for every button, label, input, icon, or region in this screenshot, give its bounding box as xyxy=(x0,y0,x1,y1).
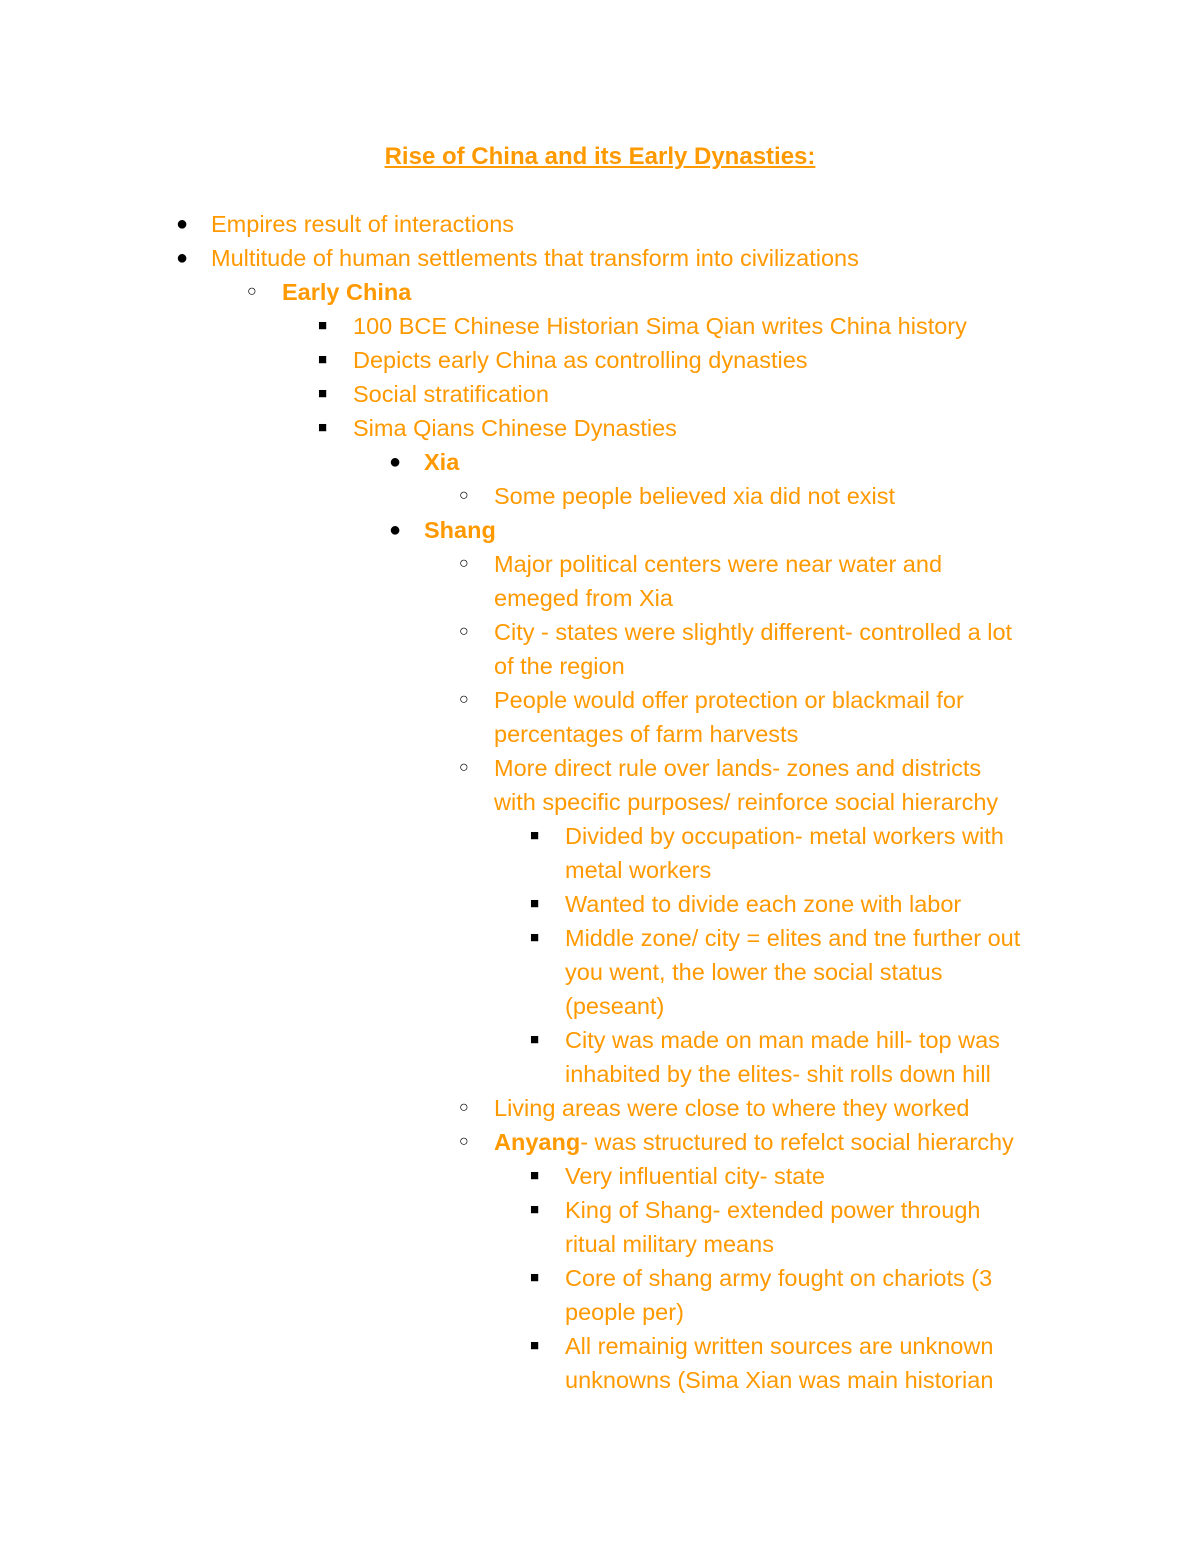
outline-line xyxy=(0,513,1200,547)
circle-bullet-icon: ○ xyxy=(459,1133,469,1150)
outline-line xyxy=(0,411,1200,445)
outline-line xyxy=(0,955,1200,989)
outline-text: Major political centers were near water and xyxy=(494,551,943,577)
outline-line xyxy=(0,717,1200,751)
outline-line xyxy=(0,479,1200,513)
outline-text: Xia xyxy=(424,449,460,475)
outline-line xyxy=(0,1227,1200,1261)
square-bullet-icon: ■ xyxy=(530,1201,540,1218)
outline-line xyxy=(0,1057,1200,1091)
square-bullet-icon: ■ xyxy=(530,895,540,912)
outline-line xyxy=(0,1023,1200,1057)
outline-line xyxy=(0,1159,1200,1193)
outline-line xyxy=(0,309,1200,343)
outline-line xyxy=(0,1295,1200,1329)
outline-text: of the region xyxy=(494,653,625,679)
outline-line xyxy=(0,547,1200,581)
circle-bullet-icon: ○ xyxy=(459,555,469,572)
outline-text: Core of shang army fought on chariots (3 xyxy=(565,1265,993,1291)
disc-bullet-icon: ● xyxy=(176,213,189,235)
outline-line xyxy=(0,343,1200,377)
outline-text-rest: - was structured to refelct social hierarchy xyxy=(580,1129,1014,1155)
outline-line xyxy=(0,853,1200,887)
square-bullet-icon: ■ xyxy=(530,929,540,946)
circle-bullet-icon: ○ xyxy=(459,1099,469,1116)
outline-text: metal workers xyxy=(565,857,712,883)
outline-line xyxy=(0,1125,1200,1159)
disc-bullet-icon: ● xyxy=(389,519,402,541)
outline-line xyxy=(0,581,1200,615)
disc-bullet-icon: ● xyxy=(389,451,402,473)
outline-line xyxy=(0,275,1200,309)
outline-text: Early China xyxy=(282,279,412,305)
outline-text: inhabited by the elites- shit rolls down hill xyxy=(565,1061,991,1087)
outline-text: Shang xyxy=(424,517,496,543)
outline-text: Divided by occupation- metal workers with xyxy=(565,823,1004,849)
outline-text: Empires result of interactions xyxy=(211,211,515,237)
outline-line xyxy=(0,751,1200,785)
square-bullet-icon: ■ xyxy=(318,317,328,334)
outline-text: People would offer protection or blackmail for xyxy=(494,687,964,713)
notes-outline xyxy=(0,207,1200,1397)
outline-text: Middle zone/ city = elites and tne further out xyxy=(565,925,1021,951)
outline-text: City was made on man made hill- top was xyxy=(565,1027,1000,1053)
outline-text: unknowns (Sima Xian was main historian xyxy=(565,1367,994,1393)
outline-text: Multitude of human settlements that transform into civilizations xyxy=(211,245,859,271)
outline-line xyxy=(0,1329,1200,1363)
outline-line xyxy=(0,819,1200,853)
square-bullet-icon: ■ xyxy=(530,1337,540,1354)
outline-text: Social stratification xyxy=(353,381,549,407)
circle-bullet-icon: ○ xyxy=(247,283,257,300)
outline-text: emeged from Xia xyxy=(494,585,673,611)
outline-text: percentages of farm harvests xyxy=(494,721,799,747)
outline-text: 100 BCE Chinese Historian Sima Qian writes China history xyxy=(353,313,967,339)
disc-bullet-icon: ● xyxy=(176,247,189,269)
outline-line xyxy=(0,377,1200,411)
outline-text xyxy=(494,1125,1014,1159)
square-bullet-icon: ■ xyxy=(318,419,328,436)
outline-line xyxy=(0,649,1200,683)
outline-text: Sima Qians Chinese Dynasties xyxy=(353,415,677,441)
outline-text: All remainig written sources are unknown xyxy=(565,1333,994,1359)
outline-line xyxy=(0,989,1200,1023)
document-title: Rise of China and its Early Dynasties: xyxy=(384,143,816,170)
outline-line xyxy=(0,1091,1200,1125)
outline-line xyxy=(0,445,1200,479)
outline-text: people per) xyxy=(565,1299,684,1325)
outline-text: King of Shang- extended power through xyxy=(565,1197,981,1223)
square-bullet-icon: ■ xyxy=(530,1269,540,1286)
circle-bullet-icon: ○ xyxy=(459,759,469,776)
outline-text: Wanted to divide each zone with labor xyxy=(565,891,962,917)
outline-line xyxy=(0,241,1200,275)
outline-line xyxy=(0,615,1200,649)
bold-term: Anyang xyxy=(494,1129,581,1155)
outline-text: City - states were slightly different- controlled a lot xyxy=(494,619,1013,645)
outline-line xyxy=(0,207,1200,241)
circle-bullet-icon: ○ xyxy=(459,623,469,640)
outline-line xyxy=(0,1363,1200,1397)
outline-line xyxy=(0,1261,1200,1295)
circle-bullet-icon: ○ xyxy=(459,487,469,504)
outline-text: you went, the lower the social status xyxy=(565,959,943,985)
square-bullet-icon: ■ xyxy=(530,1167,540,1184)
outline-text: (peseant) xyxy=(565,993,665,1019)
outline-line xyxy=(0,887,1200,921)
outline-text: Living areas were close to where they worked xyxy=(494,1095,970,1121)
square-bullet-icon: ■ xyxy=(530,1031,540,1048)
outline-text: Some people believed xia did not exist xyxy=(494,483,896,509)
outline-text: More direct rule over lands- zones and districts xyxy=(494,755,982,781)
outline-line xyxy=(0,1193,1200,1227)
square-bullet-icon: ■ xyxy=(530,827,540,844)
square-bullet-icon: ■ xyxy=(318,351,328,368)
outline-text: Depicts early China as controlling dynasties xyxy=(353,347,808,373)
outline-line xyxy=(0,683,1200,717)
outline-text: with specific purposes/ reinforce social hierarchy xyxy=(494,789,999,815)
outline-line xyxy=(0,785,1200,819)
outline-text: Very influential city- state xyxy=(565,1163,825,1189)
outline-text: ritual military means xyxy=(565,1231,774,1257)
circle-bullet-icon: ○ xyxy=(459,691,469,708)
square-bullet-icon: ■ xyxy=(318,385,328,402)
outline-line xyxy=(0,921,1200,955)
